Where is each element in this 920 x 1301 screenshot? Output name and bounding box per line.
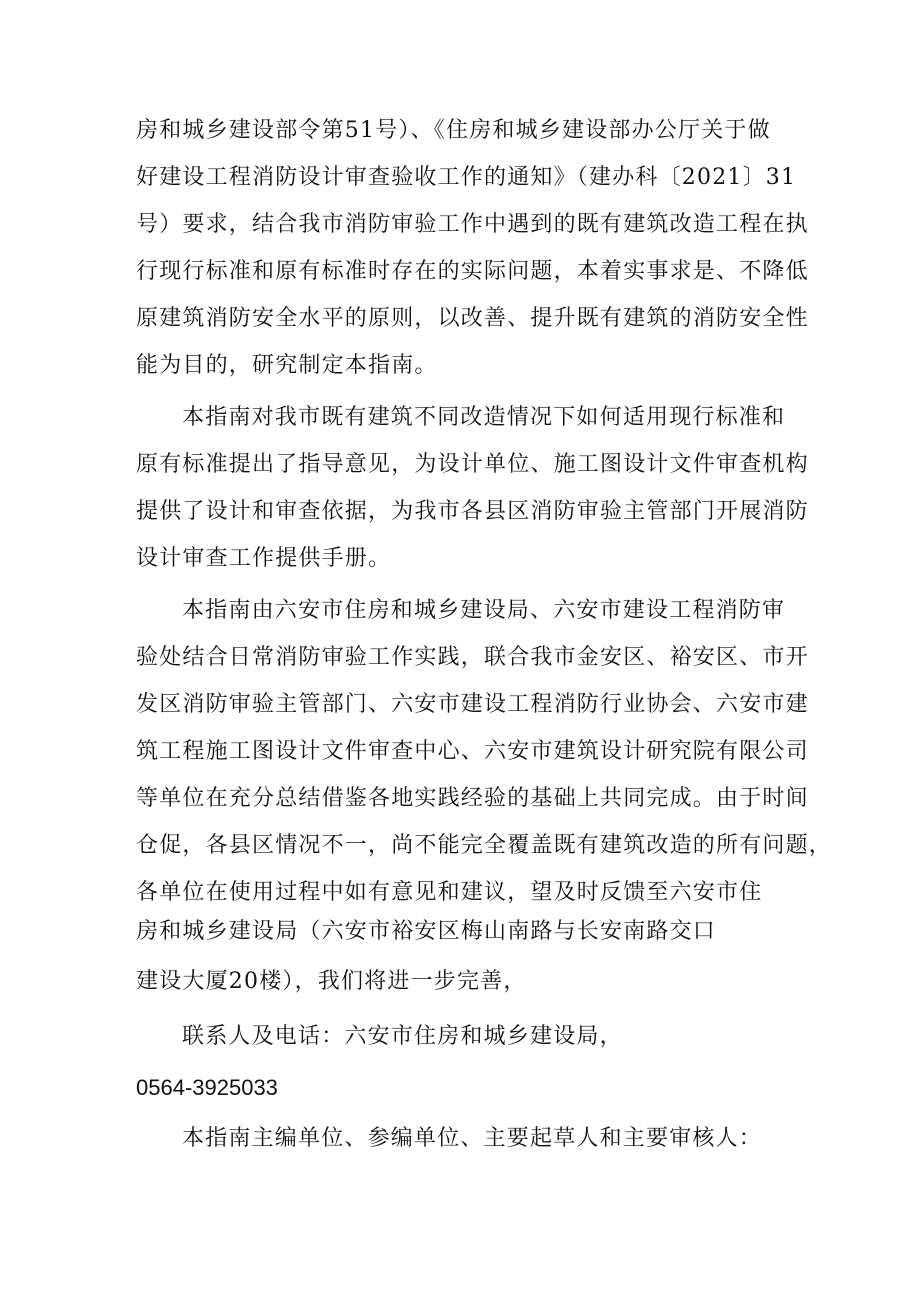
text-line: 设计审查工作提供手册。 <box>136 546 392 571</box>
text-line: 各单位在使用过程中如有意见和建议，望及时反馈至六安市住 <box>136 880 763 905</box>
text-line: 能为目的，研究制定本指南。 <box>136 353 438 378</box>
text-line: 号）要求，结合我市消防审验工作中遇到的既有建筑改造工程在执 <box>136 212 809 237</box>
text-line: 行现行标准和原有标准时存在的实际问题，本着实事求是、不降低 <box>136 259 809 284</box>
text-line: 发区消防审验主管部门、六安市建设工程消防行业协会、六安市建 <box>136 692 809 717</box>
text-line: 建设大厦20楼），我们将进一步完善， <box>136 969 527 994</box>
text-line: 本指南主编单位、参编单位、主要起草人和主要审核人： <box>182 1126 763 1151</box>
text-line: 房和城乡建设局（六安市裕安区梅山南路与长安南路交口 <box>136 919 717 944</box>
phone-number: 0564-3925033 <box>136 1075 278 1100</box>
text-line: 好建设工程消防设计审查验收工作的通知》（建办科〔2021〕31 <box>136 165 797 190</box>
text-line: 本指南由六安市住房和城乡建设局、六安市建设工程消防审 <box>182 598 786 623</box>
text-line: 仓促，各县区情况不一，尚不能完全覆盖既有建筑改造的所有问题， <box>136 833 833 858</box>
text-line: 筑工程施工图设计文件审查中心、六安市建筑设计研究院有限公司 <box>136 739 809 764</box>
text-line: 联系人及电话：六安市住房和城乡建设局， <box>182 1024 623 1049</box>
text-line: 本指南对我市既有建筑不同改造情况下如何适用现行标准和 <box>182 405 786 430</box>
text-line: 原有标准提出了指导意见，为设计单位、施工图设计文件审查机构 <box>136 452 809 477</box>
text-line: 提供了设计和审查依据，为我市各县区消防审验主管部门开展消防 <box>136 499 809 524</box>
text-line: 验处结合日常消防审验工作实践，联合我市金安区、裕安区、市开 <box>136 645 809 670</box>
text-line: 等单位在充分总结借鉴各地实践经验的基础上共同完成。由于时间 <box>136 786 809 811</box>
text-line: 原建筑消防安全水平的原则，以改善、提升既有建筑的消防安全性 <box>136 306 809 331</box>
text-line: 房和城乡建设部令第51号）、《住房和城乡建设部办公厅关于做 <box>136 118 771 143</box>
